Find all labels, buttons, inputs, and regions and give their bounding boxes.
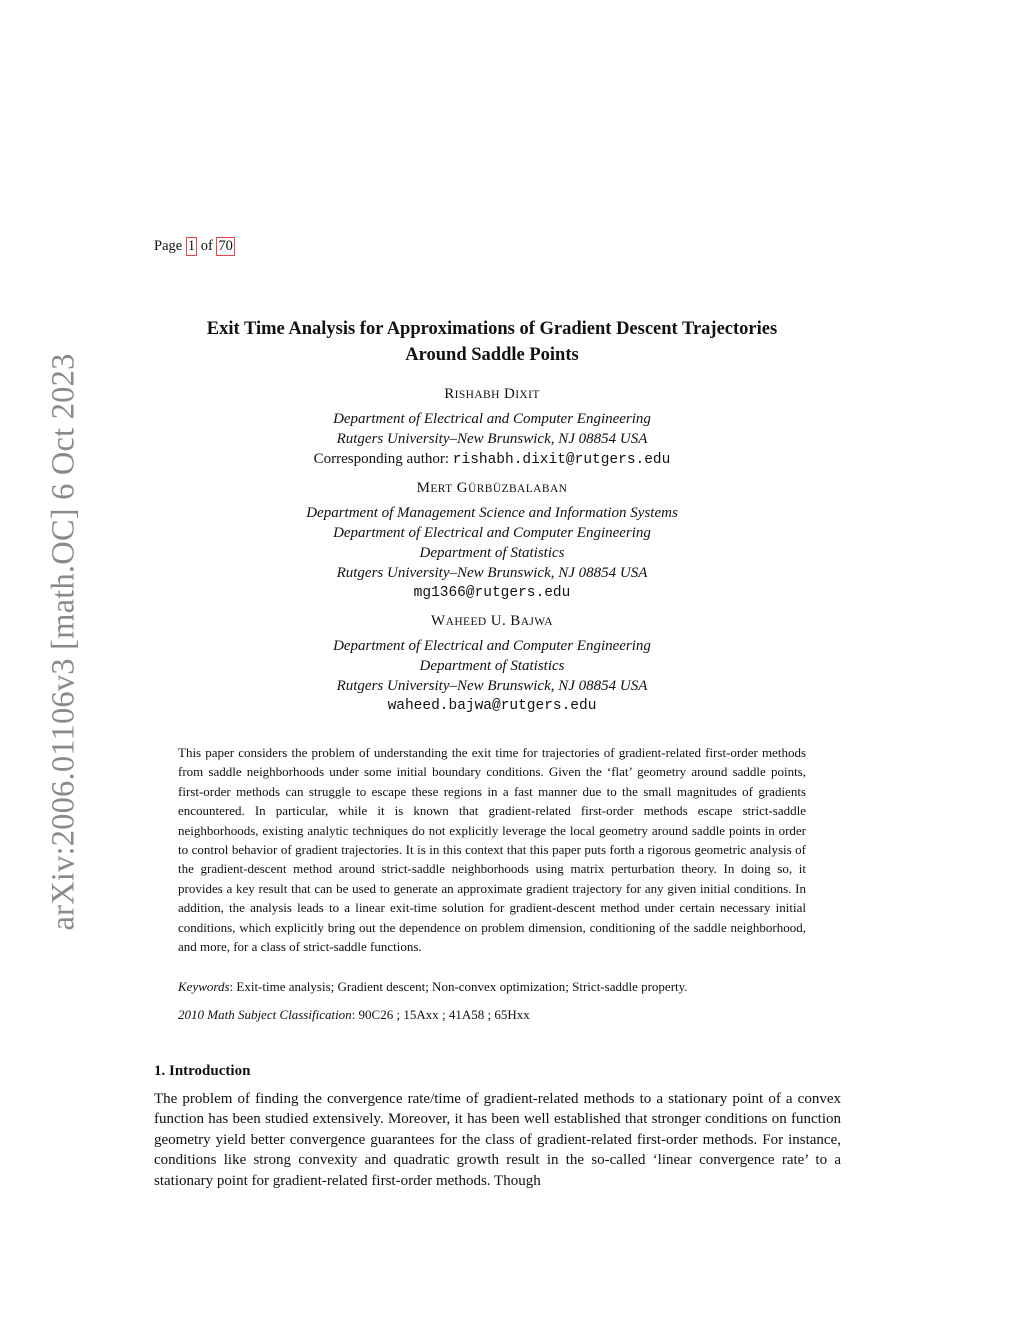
- author-block-2: [150, 478, 834, 603]
- page-counter-separator: of: [200, 238, 213, 254]
- author-3-affiliation: Department of Statistics: [419, 658, 565, 674]
- total-pages-link[interactable]: 70: [218, 238, 233, 254]
- paper-title: [150, 316, 834, 368]
- msc-label: 2010 Math Subject Classification: [178, 1007, 352, 1022]
- author-name-1: RISHABH DIXIT: [444, 386, 540, 402]
- arxiv-identifier-stamp: arXiv:2006.01106v3 [math.OC] 6 Oct 2023: [45, 353, 82, 931]
- keywords-line: [178, 978, 818, 996]
- section-heading-introduction: 1. Introduction: [154, 1063, 251, 1079]
- author-1-affiliation: Rutgers University–New Brunswick, NJ 08854 USA: [336, 431, 648, 447]
- keywords-text: : Exit-time analysis; Gradient descent; Non-convex optimization; Strict-saddle property.: [229, 979, 688, 994]
- page-counter-prefix: Page: [154, 238, 183, 254]
- current-page-link[interactable]: 1: [187, 238, 196, 254]
- introduction-paragraph: The problem of finding the convergence rate/time of gradient-related methods to a stationary point of a convex function has been studied extensively. Moreover, it has been well established that stronger conditions on function geometry yield better convergence guarantees for the class of gradient-related first-order methods. For instance, conditions like strong convexity and quadratic growth result in the so-called ‘linear convergence rate’ to a stationary point for gradient-related first-order methods. Though: [154, 1091, 841, 1189]
- abstract-text: This paper considers the problem of understanding the exit time for trajectories of gradient-related first-order methods from saddle neighborhoods under some initial boundary conditions. Given the ‘flat’ geometry around saddle points, first-order methods can struggle to escape these regions in a fast manner due to the small magnitudes of gradients encountered. In particular, while it is known that gradient-related first-order methods escape strict-saddle neighborhoods, existing analytic techniques do not explicitly leverage the local geometry around saddle points in order to control behavior of gradient trajectories. It is in this context that this paper puts forth a rigorous geometric analysis of the gradient-descent method around strict-saddle neighborhoods using matrix perturbation theory. In doing so, it provides a key result that can be used to generate an approximate gradient trajectory for any given initial conditions. In addition, the analysis leads to a linear exit-time solution for gradient-descent method under certain necessary initial conditions, which explicitly bring out the dependence on problem dimension, conditioning of the saddle neighborhood, and more, for a class of strict-saddle functions.: [178, 745, 806, 955]
- paper-title-line-2: Around Saddle Points: [405, 345, 579, 365]
- author-name-2: MERT GÜRBÜZBALABAN: [416, 480, 568, 496]
- keywords-label: Keywords: [178, 979, 230, 994]
- author-3-affiliation: Rutgers University–New Brunswick, NJ 08854 USA: [336, 678, 648, 694]
- author-block-3: [150, 611, 834, 716]
- author-3-affiliation: Department of Electrical and Computer Engineering: [333, 638, 651, 654]
- author-1-contact: [150, 449, 834, 470]
- author-3-email[interactable]: waheed.bajwa@rutgers.edu: [387, 698, 597, 714]
- author-block-1: [150, 384, 834, 470]
- author-2-affiliation: Department of Electrical and Computer Engineering: [333, 525, 651, 541]
- page-counter: [154, 236, 235, 256]
- author-2-email[interactable]: mg1366@rutgers.edu: [413, 585, 571, 601]
- msc-text: : 90C26 ; 15Axx ; 41A58 ; 65Hxx: [351, 1007, 530, 1022]
- author-2-affiliation: Department of Management Science and Information Systems: [306, 505, 678, 521]
- msc-line: [178, 1006, 818, 1024]
- author-1-email[interactable]: rishabh.dixit@rutgers.edu: [452, 452, 671, 468]
- paper-title-line-1: Exit Time Analysis for Approximations of Gradient Descent Trajectories: [206, 319, 778, 339]
- corresponding-author-label: Corresponding author:: [313, 451, 450, 467]
- author-2-affiliation: Department of Statistics: [419, 545, 565, 561]
- author-2-affiliation: Rutgers University–New Brunswick, NJ 08854 USA: [336, 565, 648, 581]
- author-name-3: WAHEED U. BAJWA: [431, 613, 553, 629]
- author-1-affiliation: Department of Electrical and Computer Engineering: [333, 411, 651, 427]
